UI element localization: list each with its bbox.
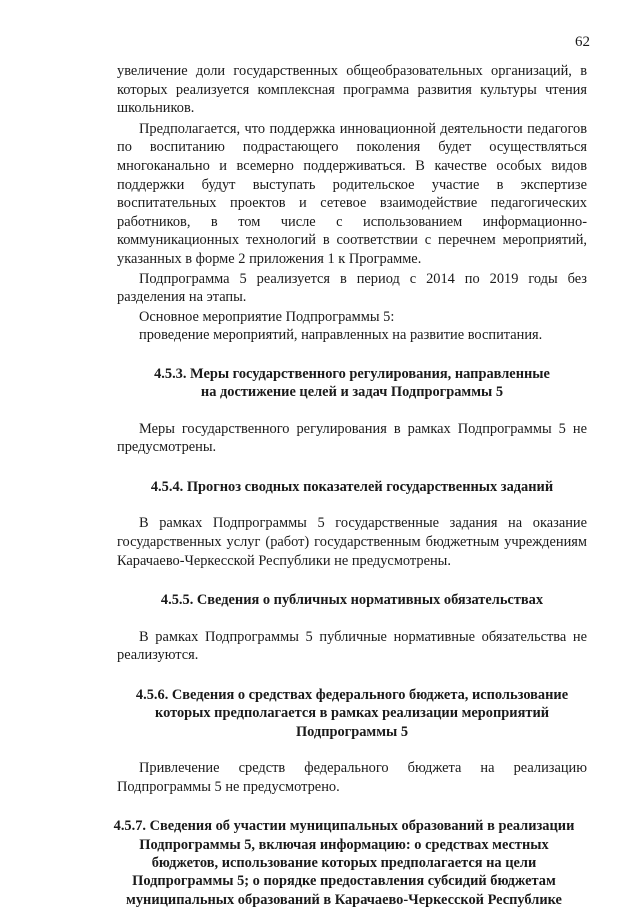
heading-line: муниципальных образований в Карачаево-Черкесской Республике (126, 891, 562, 908)
section-body: В рамках Подпрограммы 5 публичные нормативные обязательства не реализуются. (117, 628, 587, 664)
heading-line: Подпрограммы 5, включая информацию: о средствах местных (139, 836, 549, 853)
paragraph: Основное мероприятие Подпрограммы 5: (139, 308, 395, 325)
section-heading-4-5-3 (117, 365, 587, 402)
section-heading-4-5-5 (117, 591, 587, 609)
section-body: В рамках Подпрограммы 5 государственные задания на оказание государственных услуг (работ) государственным бюджетным учреждениям Карачаево-Черкесской Республики не предусмотрены. (117, 515, 587, 569)
heading-line: 4.5.6. Сведения о средствах федерального бюджета, использование (135, 686, 569, 703)
heading-line: 4.5.4. Прогноз сводных показателей государственных заданий (150, 478, 554, 495)
heading-line: 4.5.5. Сведения о публичных нормативных обязательствах (160, 592, 544, 609)
heading-line: на достижение целей и задач Подпрограммы 5 (200, 384, 504, 401)
paragraph: проведение мероприятий, направленных на развитие воспитания. (139, 327, 543, 344)
paragraph: увеличение доли государственных общеобразовательных организаций, в которых реализуется комплексная программа развития культуры чтения школьников. (117, 63, 587, 117)
section-body: Привлечение средств федерального бюджета на реализацию Подпрограммы 5 не предусмотрено. (117, 759, 587, 795)
heading-line: 4.5.3. Меры государственного регулирования, направленные (154, 365, 550, 382)
heading-line: которых предполагается в рамках реализации мероприятий (154, 705, 550, 722)
document-body (113, 62, 587, 909)
paragraph: Подпрограмма 5 реализуется в период с 2014 по 2019 годы без разделения на этапы. (117, 270, 587, 306)
heading-line: 4.5.7. Сведения об участии муниципальных образований в реализации (113, 818, 575, 835)
heading-line: Подпрограммы 5 (295, 723, 409, 740)
heading-line: бюджетов, использование которых предполагается на цели (151, 854, 537, 871)
section-heading-4-5-7 (87, 817, 601, 909)
page-number: 62 (575, 34, 590, 50)
section-heading-4-5-6 (97, 686, 607, 741)
section-body: Меры государственного регулирования в рамках Подпрограммы 5 не предусмотрены. (117, 420, 587, 456)
section-heading-4-5-4 (104, 478, 600, 496)
heading-line: Подпрограммы 5; о порядке предоставления субсидий бюджетам (132, 873, 556, 890)
paragraph: Предполагается, что поддержка инновационной деятельности педагогов по воспитанию подрастающего поколения будет осуществляться многоканально и всемерно поддерживаться. В качестве особых видов поддержки будут выступать родительское участие в экспертизе воспитательных проектов и сетевое взаимодействие педагогических работников, в том числе с использованием информационно-коммуникационных технологий в соответствии с перечнем мероприятий, указанных в форме 2 приложения 1 к Программе. (117, 120, 587, 267)
